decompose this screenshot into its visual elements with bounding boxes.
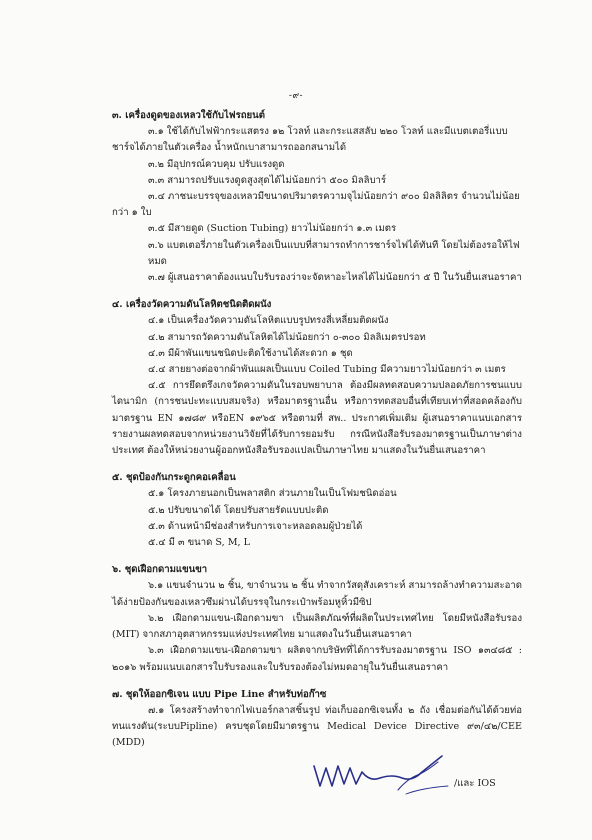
list-paragraph: ๖.๑ แขนจำนวน ๒ ชิ้น, ขาจำนวน ๒ ชิ้น ทำจากวัสดุสังเคราะห์ สามารถล้างทำความสะอาดได้ง่ายป้องกันของเหลวซึมผ่านได้บรรจุในกระเป๋าพร้อมหูหิ้วมีซิป [112, 580, 522, 608]
list-item: ๔.๑ เป็นเครื่องวัดความดันโลหิตแบบรูปทรงสี่เหลี่ยมติดผนัง [148, 315, 389, 327]
list-paragraph: ๖.๓ เฝือกดามแขน-เฝือกดามขา ผลิตจากบริษัทที่ได้การรับรองมาตรฐาน ISO ๑๓๔๘๕ : ๒๐๑๖ พร้อมแนบเอกสารใบรับรองและใบรับรองต้องไม่หมดอายุในวันยื่นเสนอราคา [112, 645, 522, 673]
list-item: ๓.๓ สามารถปรับแรงดูดสูงสุดได้ไม่น้อยกว่า ๕๐๐ มิลลิบาร์ [148, 174, 387, 186]
list-item: ๕.๓ ด้านหน้ามีช่องสำหรับการเจาะหลอดลมผู้ป่วยได้ [148, 520, 363, 532]
signature-note: /และ IOS [454, 778, 496, 789]
list-item: ๕.๑ โครงภายนอกเป็นพลาสติก ส่วนภายในเป็นโฟมชนิดอ่อน [148, 488, 397, 500]
section-heading: ๗. ชุดให้ออกซิเจน แบบ Pipe Line สำหรับท่อก๊าซ [112, 688, 327, 700]
list-item: ๕.๒ ปรับขนาดได้ โดยปรับสายรัดแบบปะติด [148, 504, 329, 516]
page-number: -๙- [288, 91, 304, 101]
section-heading: ๓. เครื่องดูดของเหลวใช้กับไฟรถยนต์ [112, 110, 265, 121]
section-heading: ๕. ชุดป้องกันกระดูกคอเคลื่อน [112, 472, 236, 484]
section-heading: ๖. ชุดเฝือกดามแขนขา [112, 564, 208, 576]
list-item: ๔.๒ สามารถวัดความดันโลหิตได้ไม่น้อยกว่า ๐-๓๐๐ มิลลิเมตรปรอท [148, 331, 426, 343]
section-heading: ๔. เครื่องวัดความดันโลหิตชนิดติดผนัง [112, 299, 272, 311]
list-item: ๔.๔ สายยางต่อจากผ้าพันแผลเป็นแบบ Coiled Tubing มีความยาวไม่น้อยกว่า ๓ เมตร [148, 364, 506, 376]
list-item: ๓.๕ มีสายดูด (Suction Tubing) ยาวไม่น้อยกว่า ๑.๓ เมตร [148, 223, 397, 235]
list-item-continuation: ชาร์จได้ภายในตัวเครื่อง น้ำหนักเบาสามารถออกสนามได้ [112, 142, 347, 154]
list-item: ๓.๒ มีอุปกรณ์ควบคุม ปรับแรงดูด [148, 158, 285, 170]
list-item: ๓.๑ ใช้ได้กับไฟฟ้ากระแสตรง ๑๒ โวลท์ และกระแสสลับ ๒๒๐ โวลท์ และมีแบตเตอรี่แบบ [148, 126, 508, 138]
list-item: ๔.๓ มีผ้าพันแขนชนิดปะติดใช้งานได้สะดวก ๑ ชุด [148, 347, 353, 359]
list-item: ๕.๔ มี ๓ ขนาด S, M, L [148, 537, 251, 549]
document-body [112, 108, 522, 752]
list-paragraph: ๖.๒ เฝือกดามแขน-เฝือกดามขา เป็นผลิตภัณฑ์ที่ผลิตในประเทศไทย โดยมีหนังสือรับรอง (MIT) จากสภาอุตสาหกรรมแห่งประเทศไทย มาแสดงในวันยื่นเสนอราคา [112, 612, 522, 641]
list-item: ๓.๗ ผู้เสนอราคาต้องแนบใบรับรองว่าจะจัดหาอะไหล่ได้ไม่น้อยกว่า ๕ ปี ในวันยื่นเสนอราคา [148, 272, 522, 284]
list-item-continuation: กว่า ๑ ใบ [112, 207, 152, 219]
list-paragraph: ๗.๑ โครงสร้างทำจากไฟเบอร์กลาสชิ้นรูป ท่อเก็บออกซิเจนทั้ง ๒ ถัง เชื่อมต่อกันได้ด้วยท่อทนแรงดัน(ระบบPipline) ครบชุดโดยมีมาตรฐาน Medical Device Directive ๙๓/๔๒/CEE (MDD) [112, 704, 522, 749]
signature-icon [310, 748, 460, 798]
signature [310, 748, 460, 802]
list-item: ๓.๔ ภาชนะบรรจุของเหลวมีขนาดปริมาตรความจุไม่น้อยกว่า ๙๐๐ มิลลิลิตร จำนวนไม่น้อย [148, 191, 520, 203]
list-item: ๓.๖ แบตเตอรี่ภายในตัวเครื่องเป็นแบบที่สามารถทำการชาร์จไฟได้ทันที โดยไม่ต้องรอให้ไฟหมด [148, 239, 520, 267]
list-paragraph: ๔.๕ การยึดตรึงเกจวัดความดันในรอบพยาบาล ต้องมีผลทดสอบความปลอดภัยการชนแบบไดนามิก (การชนปะทะแบบสมจริง) หรือมาตรฐานอื่น หรือการทดสอบอื่นที่เทียบเท่าที่สอดคล้องกับมาตรฐาน EN ๑๗๘๙ หรือEN ๑๙๖๕ หรือตามที่ สพ.. ประกาศเพิ่มเติม ผู้เสนอราคาแนบเอกสารรายงานผลทดสอบจากหน่วยงานวิจัยที่ได้รับการยอมรับ กรณีหนังสือรับรองมาตรฐานเป็นภาษาต่างประเทศ ต้องให้หน่วยงานผู้ออกหนังสือรับรองแปลเป็นภาษาไทย มาแสดงในวันยื่นเสนอราคา [112, 380, 522, 457]
